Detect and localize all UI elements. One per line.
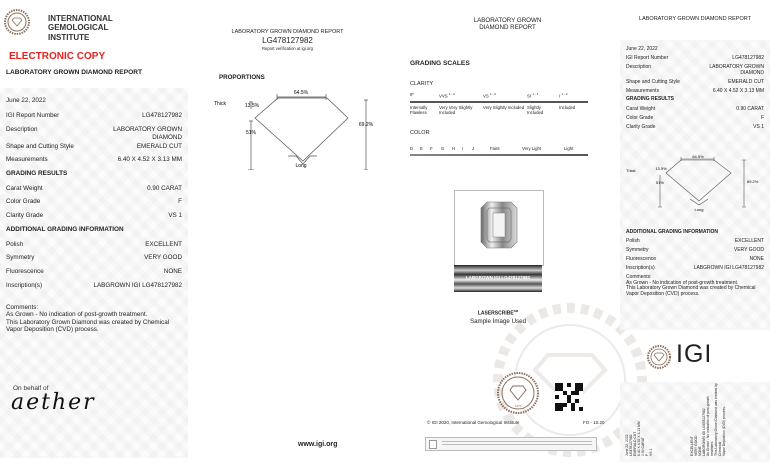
grading-results-title: GRADING RESULTS <box>6 170 68 177</box>
clarity-grade <box>527 92 559 98</box>
mini-carat: 0.90 CARAT <box>641 437 645 456</box>
field-value: VERY GOOD <box>733 247 764 253</box>
website-link[interactable]: www.igi.org <box>298 441 338 448</box>
summary-card <box>620 40 770 330</box>
clarity-desc: Slightly Included <box>527 104 544 115</box>
field-label: Fluorescence <box>6 268 44 275</box>
mini-inscription: LABGROWN IGI LG478127982 <box>702 408 706 456</box>
mini-fluorescence: NONE <box>698 446 702 456</box>
field-label: Symmetry <box>626 247 649 253</box>
fine-print-lines <box>442 441 592 447</box>
mini-measurements: 6.40 X 4.52 X 3.13 MM <box>637 421 641 456</box>
field-row <box>6 112 182 120</box>
diamond-outline <box>255 98 348 161</box>
field-row <box>6 268 182 276</box>
clarity-scale <box>410 92 588 115</box>
field-value: NONE <box>163 268 182 275</box>
clarity-desc: Very Slightly Included <box>483 104 525 110</box>
comment-line: Vapor Deposition (CVD) process. <box>6 325 99 333</box>
igi-seal-logo <box>4 9 30 35</box>
table-label: 64.5% <box>692 154 704 159</box>
verification-text: Report verification at igi.org <box>262 46 313 51</box>
field-label: Carat Weight <box>626 106 656 112</box>
report-number: LG478127982 <box>262 36 313 45</box>
clarity-desc: Internally Flawless <box>410 104 428 115</box>
field-label: Description <box>626 64 652 70</box>
field-value: 0.90 CARAT <box>736 106 764 112</box>
header-line: LABORATORY GROWN <box>473 17 542 24</box>
color-grades <box>410 146 588 151</box>
field-label: Inscription(s) <box>626 265 655 271</box>
comment-line: As Grown - No indication of post-growth treatment. <box>626 279 739 286</box>
summary-date <box>626 46 764 52</box>
color-grade: J <box>472 146 475 151</box>
field-row <box>6 185 182 193</box>
inscription-image-text: LABGROWN IGI LG478127982 <box>465 275 531 280</box>
grade-text: I <box>559 93 561 99</box>
depth-dimension <box>742 160 746 207</box>
field-label: IGI Report Number <box>626 55 669 61</box>
scales-panel <box>400 0 615 467</box>
grade-sup: 1 - 2 <box>448 92 455 96</box>
color-grade: E <box>420 146 423 151</box>
clarity-descriptions <box>410 105 588 115</box>
field-row <box>626 88 764 94</box>
crown-label: 13.5% <box>655 166 667 171</box>
field-row <box>626 247 764 253</box>
field-value: LABGROWN IGI LG478127982 <box>93 282 182 289</box>
field-value: EXCELLENT <box>734 238 764 244</box>
color-grade: D <box>410 146 414 151</box>
field-row <box>6 143 182 151</box>
scales-header <box>400 17 615 31</box>
field-row <box>626 64 764 76</box>
grade-text: VVS <box>439 93 448 99</box>
field-label: Measurements <box>6 156 48 163</box>
institute-line: GEMOLOGICAL <box>48 23 109 33</box>
clarity-grade <box>410 92 439 98</box>
grade-sup: 1 - 2 <box>532 92 539 96</box>
sample-image-note: Sample Image Used <box>469 318 527 325</box>
color-grade: Very Light <box>522 146 542 151</box>
on-behalf-label: On behalf of <box>13 385 49 392</box>
field-row <box>6 156 182 164</box>
field-value: VS 1 <box>168 212 182 219</box>
field-value: VERY GOOD <box>144 254 182 261</box>
grading-scales-title: GRADING SCALES <box>410 60 470 67</box>
clarity-grade <box>483 92 527 98</box>
field-label: Polish <box>6 241 24 248</box>
field-label: Color Grade <box>6 198 41 205</box>
rotated-mini-text-2 <box>690 380 726 456</box>
field-row <box>626 79 764 85</box>
grade-text: IF <box>410 92 414 97</box>
mini-shape: EMERALD CUT <box>633 431 637 456</box>
proportions-title: PROPORTIONS <box>219 74 265 81</box>
additional-title: ADDITIONAL GRADING INFORMATION <box>6 226 124 233</box>
field-row <box>626 106 764 112</box>
mini-comment: This Laboratory Grown Diamond was created by Chemical <box>714 383 722 456</box>
field-label: Measurements <box>626 88 660 94</box>
field-label: Clarity Grade <box>626 124 656 130</box>
field-row <box>6 282 182 290</box>
date-value: June 22, 2022 <box>6 97 46 104</box>
qr-code[interactable] <box>555 383 583 411</box>
diamond-photo-frame <box>454 190 544 266</box>
grade-text: SI <box>527 93 532 99</box>
field-label: Carat Weight <box>6 185 43 192</box>
summary-header: LABORATORY GROWN DIAMOND REPORT <box>639 16 751 22</box>
field-value: EMERALD CUT <box>136 143 182 150</box>
grade-sup: 1 - 3 <box>561 92 568 96</box>
color-grade: H <box>452 146 456 151</box>
comments <box>626 275 756 297</box>
field-label: Color Grade <box>626 115 654 121</box>
emerald-cut-diamond-image <box>480 201 518 249</box>
comments <box>6 304 169 333</box>
form-code: FO - 10.20 <box>583 420 605 425</box>
field-value: EMERALD CUT <box>728 79 764 85</box>
comments-label: Comments: <box>6 304 39 311</box>
field-label: Inscription(s) <box>6 282 43 289</box>
institute-name <box>48 14 113 42</box>
proportions-diagram <box>200 85 400 170</box>
report-details <box>0 88 188 458</box>
field-label: IGI Report Number <box>6 112 60 119</box>
mini-symmetry: VERY GOOD <box>694 435 698 456</box>
clarity-grade <box>559 92 588 98</box>
field-row <box>6 254 182 262</box>
depth-dimension <box>364 100 368 170</box>
field-value: LG478127982 <box>732 55 764 61</box>
color-grade: F <box>430 146 433 151</box>
summary-panel <box>620 0 770 467</box>
field-row <box>626 256 764 262</box>
comment-line: As Grown - No indication of post-growth treatment. <box>6 311 148 319</box>
report-type: LABORATORY GROWN DIAMOND REPORT <box>6 69 143 76</box>
field-label: Fluorescence <box>626 256 657 262</box>
color-scale-bar <box>410 154 588 156</box>
mini-color: F <box>645 453 649 456</box>
mini-report-number: LG478127982 <box>629 434 633 456</box>
proportions-panel <box>200 0 400 467</box>
clarity-title: CLARITY <box>410 81 434 87</box>
field-value: NONE <box>749 256 764 262</box>
field-value: VS 1 <box>753 124 764 130</box>
field-row <box>626 265 764 271</box>
clarity-grades <box>410 92 588 98</box>
field-row <box>626 238 764 244</box>
laserscribe-sup: SM <box>513 309 519 313</box>
color-grade: Light <box>564 146 574 151</box>
pavilion-dimension <box>248 121 254 170</box>
rotated-mini-text <box>625 380 653 456</box>
igi-seal <box>497 372 539 414</box>
middle-header: LABORATORY GROWN DIAMOND REPORT <box>231 29 344 35</box>
color-grade: G <box>441 146 445 151</box>
field-value: 6.40 X 4.52 X 3.13 MM <box>712 88 764 94</box>
field-value: EXCELLENT <box>145 241 182 248</box>
mini-clarity: VS 1 <box>649 448 653 456</box>
mini-polish: EXCELLENT <box>690 436 694 456</box>
field-label: Polish <box>626 238 640 244</box>
field-label: Description <box>6 126 38 133</box>
depth-label: 69.2% <box>358 122 374 128</box>
report-date <box>6 97 182 105</box>
aether-logo: aether <box>11 390 96 415</box>
field-value: LABGROWN IGI LG478127982 <box>693 265 764 271</box>
laserscribe-text: LASERSCRIBE <box>477 310 514 317</box>
clarity-scale-bar <box>410 101 588 103</box>
field-label: Shape and Cutting Style <box>6 143 74 150</box>
field-label: Shape and Cutting Style <box>626 79 680 85</box>
clarity-desc: Very Very Slightly Included <box>439 104 473 115</box>
igi-seal-logo <box>647 345 671 369</box>
institute-line: INSTITUTE <box>48 32 90 42</box>
pavilion-label: 51% <box>655 180 665 185</box>
date-value: June 22, 2022 <box>626 46 658 52</box>
comment-line: Vapor Deposition (CVD) process. <box>626 290 700 297</box>
clarity-grade <box>439 92 483 98</box>
field-value: LG478127982 <box>142 112 182 119</box>
field-row <box>6 198 182 206</box>
diamond-outline <box>666 160 731 201</box>
field-value: F <box>760 115 764 121</box>
laserscribe-image <box>454 265 542 292</box>
culet-label: Long <box>694 207 704 212</box>
comment-line: This Laboratory Grown Diamond was created by Chemical <box>626 285 756 292</box>
depth-label: 69.2% <box>747 179 759 184</box>
mini-comment: As Grown - No indication of post-growth treatment. <box>706 396 714 456</box>
field-label: Clarity Grade <box>6 212 44 219</box>
electronic-copy-label: ELECTRONIC COPY <box>9 51 106 62</box>
field-label: Symmetry <box>6 254 35 261</box>
culet-marker <box>690 199 708 205</box>
field-row <box>6 126 182 141</box>
igi-wordmark: IGI <box>676 340 713 368</box>
color-title: COLOR <box>410 130 430 136</box>
left-panel <box>0 0 192 467</box>
color-grade: Faint <box>490 146 500 151</box>
grading-results-title: GRADING RESULTS <box>626 96 674 102</box>
table-label: 64.5% <box>293 90 309 96</box>
field-row <box>626 55 764 61</box>
comment-line: This Laboratory Grown Diamond was created by Chemical <box>6 318 170 326</box>
mini-comment: Vapor Deposition (CVD) process. <box>722 406 726 456</box>
mini-date: June 22, 2022 <box>625 434 629 456</box>
field-value: LABORATORY GROWN DIAMOND <box>709 64 764 76</box>
document-icon <box>429 440 437 449</box>
header-line: DIAMOND REPORT <box>479 24 536 31</box>
pavilion-label: 51% <box>245 130 257 136</box>
field-row <box>6 212 182 220</box>
seal-year: 1975 <box>514 404 522 408</box>
clarity-desc: Included <box>559 104 576 110</box>
field-row <box>626 124 764 130</box>
security-notice-bar <box>425 437 597 451</box>
institute-line: INTERNATIONAL <box>48 14 113 23</box>
additional-title: ADDITIONAL GRADING INFORMATION <box>626 229 719 235</box>
girdle-label: Thick <box>214 101 226 107</box>
copyright-text: © IGI 2020, International Gemological Institute <box>427 420 520 425</box>
field-value: 0.90 CARAT <box>147 185 182 192</box>
field-value: F <box>178 198 182 205</box>
field-row <box>626 115 764 121</box>
color-grade: I <box>462 146 464 151</box>
girdle-label: Thick <box>626 168 636 173</box>
color-scale <box>410 146 588 156</box>
grade-text: VS <box>483 93 489 99</box>
culet-label: Long <box>295 163 307 169</box>
field-value: 6.40 X 4.52 X 3.13 MM <box>117 156 182 163</box>
field-row <box>6 241 182 249</box>
crown-label: 13.5% <box>244 103 260 109</box>
comments-label: Comments: <box>626 274 652 280</box>
grade-sup: 1 - 2 <box>489 92 496 96</box>
laserscribe-label <box>400 309 596 317</box>
field-value: LABORATORY GROWN DIAMOND <box>113 126 182 141</box>
summary-proportions-diagram <box>620 154 770 214</box>
